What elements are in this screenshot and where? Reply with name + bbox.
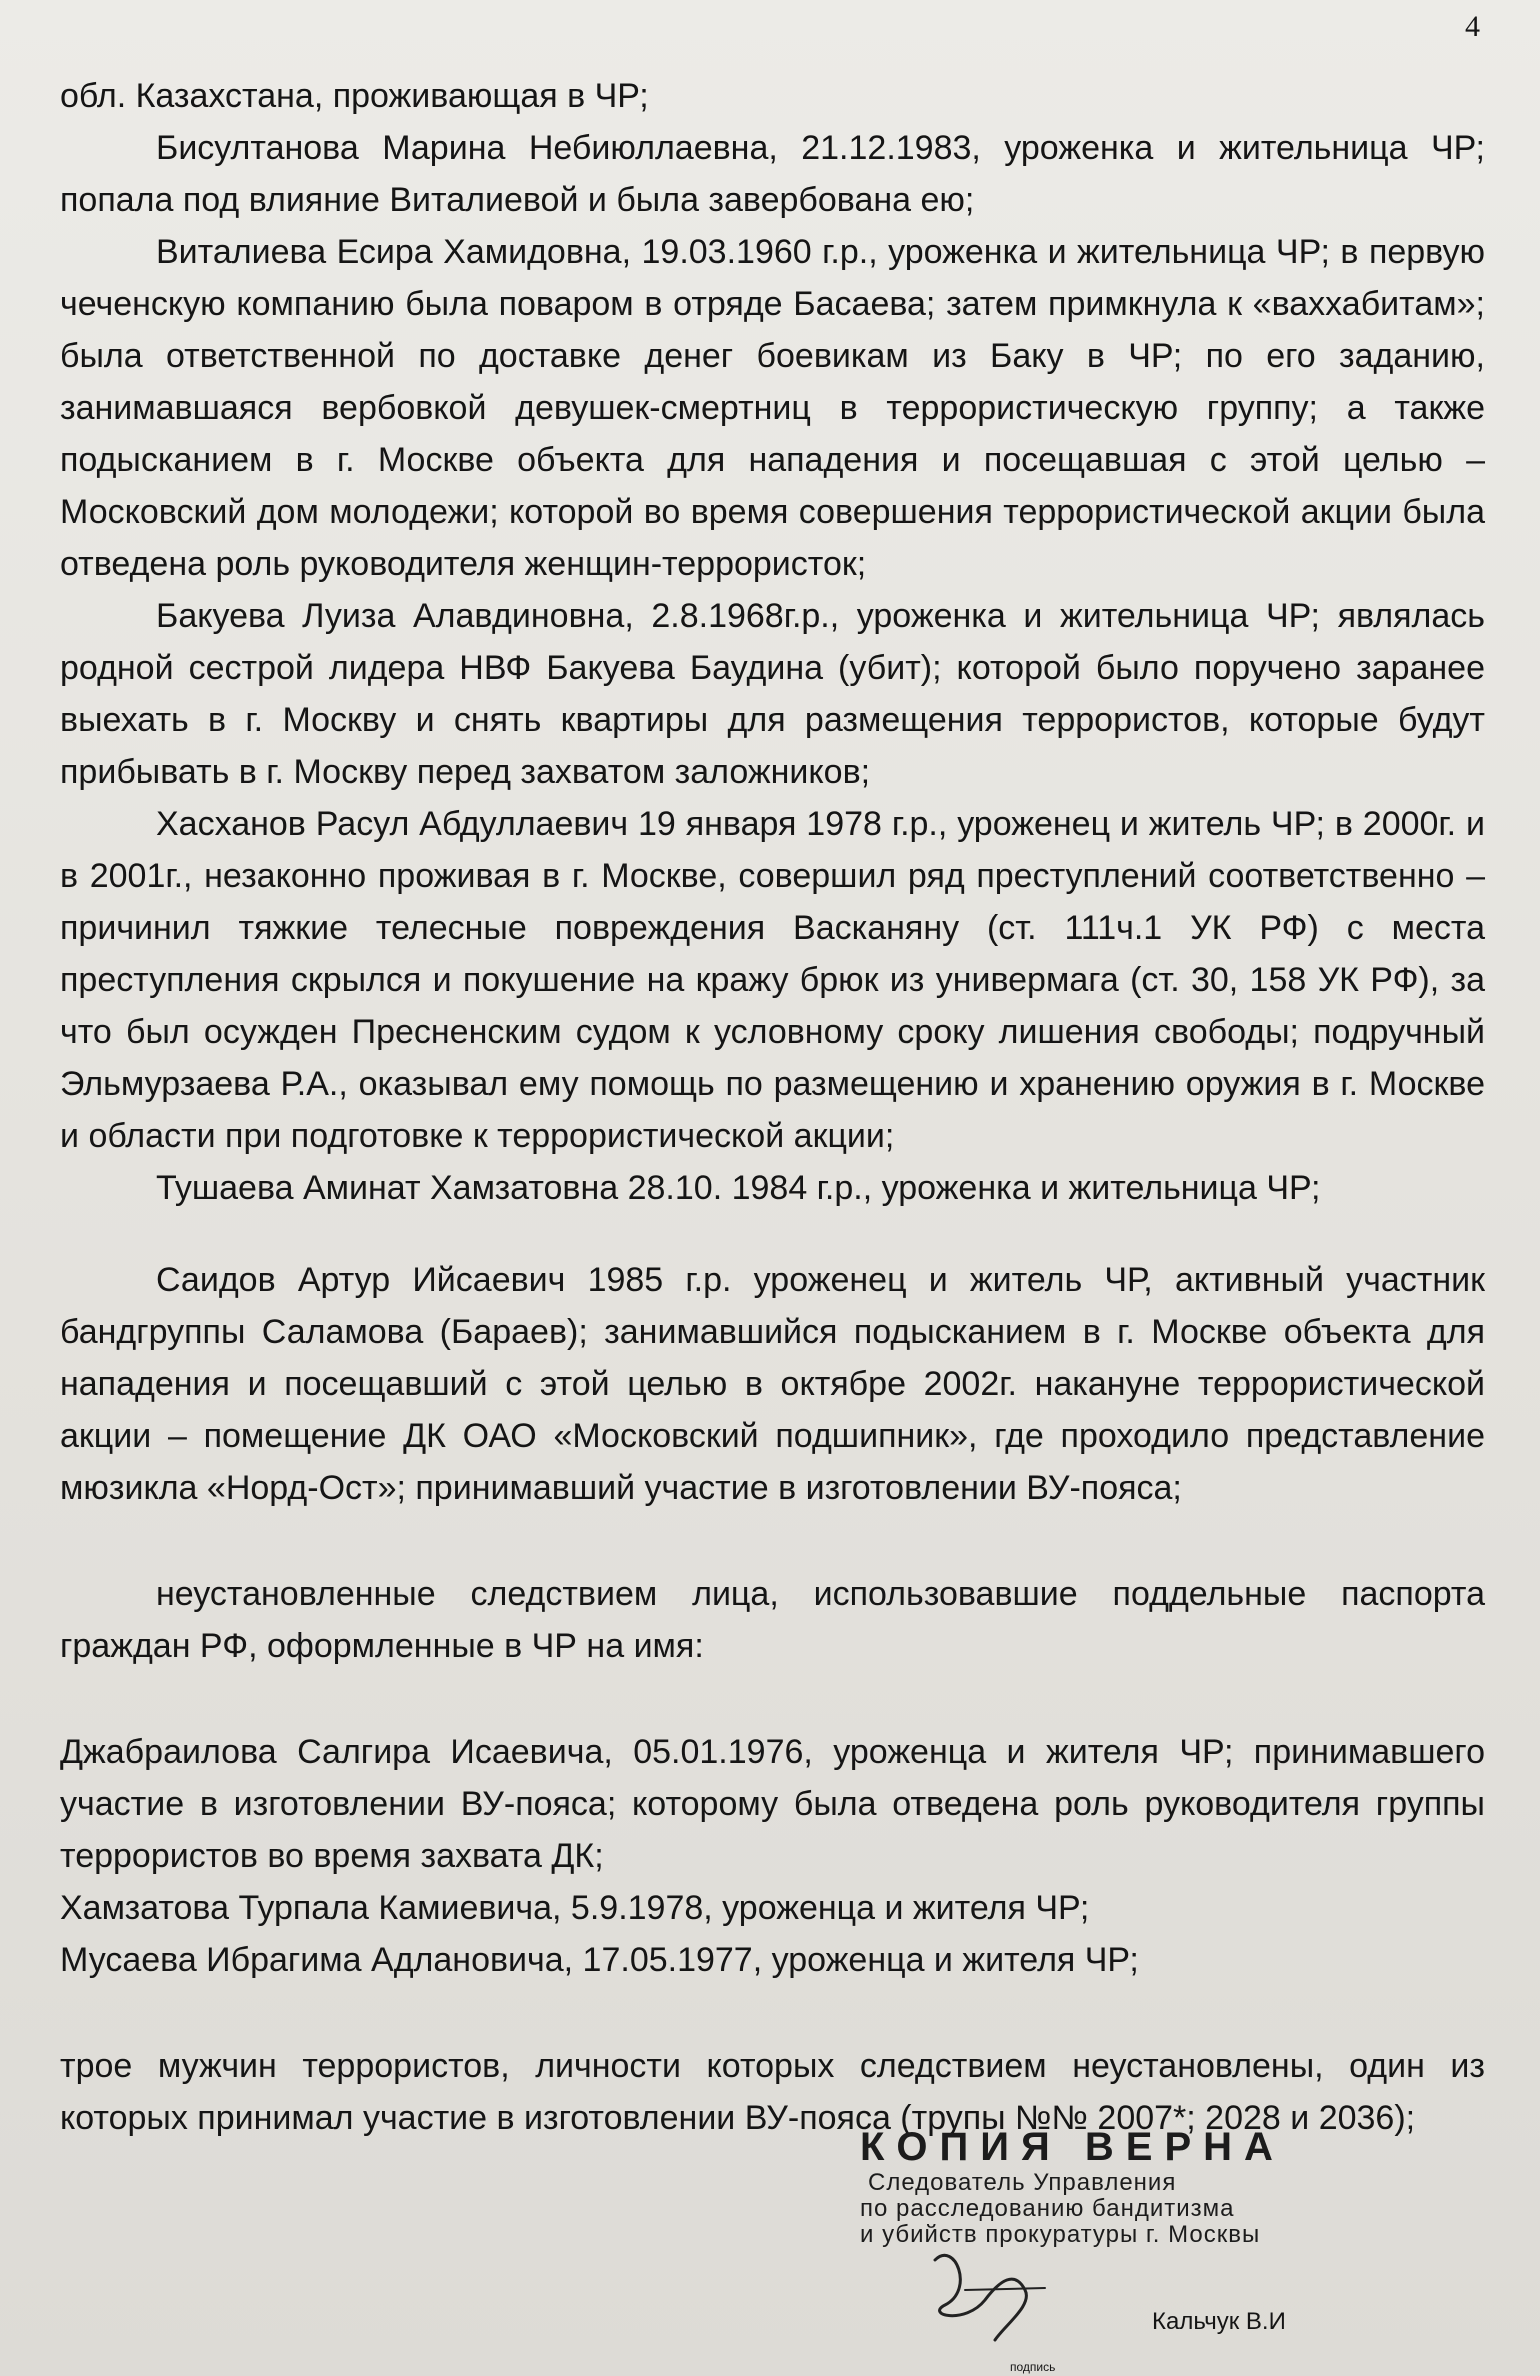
handwritten-signature: [905, 2230, 1065, 2360]
stamp-title: КОПИЯ ВЕРНА: [860, 2125, 1285, 2169]
paragraph-gap: [60, 1986, 1485, 2040]
paragraph: обл. Казахстана, проживающая в ЧР;: [60, 77, 649, 115]
paragraph: Бакуева Луиза Алавдиновна, 2.8.1968г.р., уроженка и жительница ЧР; являлась родной сестрой лидера НВФ Бакуева Баудина (убит); которой было поручено заранее выехать в г. Москву и снять квартиры для размещения террористов, которые будут прибывать в г. Москву перед захватом заложников;: [60, 597, 1485, 791]
paragraph: Бисултанова Марина Небиюллаевна, 21.12.1983, уроженка и жительница ЧР; попала под влияние Виталиевой и была завербована ею;: [60, 129, 1485, 219]
signer-name: Кальчук В.И: [1152, 2308, 1286, 2335]
paragraph-gap: [60, 1672, 1485, 1726]
page-number: 4: [1465, 10, 1480, 43]
paragraph: неустановленные следствием лица, использовавшие поддельные паспорта граждан РФ, оформленные в ЧР на имя:: [60, 1575, 1485, 1665]
stamp-line: Следователь Управления: [868, 2169, 1177, 2196]
stamp-line: по расследованию бандитизма: [860, 2195, 1235, 2222]
paragraph-gap: [60, 1514, 1485, 1568]
paragraph: Джабраилова Салгира Исаевича, 05.01.1976, уроженца и жителя ЧР; принимавшего участие в изготовлении ВУ-пояса; которому была отведена роль руководителя группы террористов во время захвата ДК;: [60, 1733, 1485, 1875]
paragraph: Хамзатова Турпала Камиевича, 5.9.1978, уроженца и жителя ЧР;: [60, 1889, 1090, 1927]
paragraph-gap: [60, 1214, 1485, 1254]
document-body: [60, 70, 1485, 2144]
signature-caption: подпись: [1010, 2360, 1056, 2374]
paragraph: Саидов Артур Ийсаевич 1985 г.р. уроженец и житель ЧР, активный участник бандгруппы Саламова (Бараев); занимавшийся подысканием в г. Москве объекта для нападения и посещавший с этой целью в октябре 2002г. накануне террористической акции – помещение ДК ОАО «Московский подшипник», где проходило представление мюзикла «Норд-Ост»; принимавший участие в изготовлении ВУ-пояса;: [60, 1261, 1485, 1507]
paragraph: Виталиева Есира Хамидовна, 19.03.1960 г.р., уроженка и жительница ЧР; в первую чеченскую компанию была поваром в отряде Басаева; затем примкнула к «ваххабитам»; была ответственной по доставке денег боевикам из Баку в ЧР; по его заданию, занимавшаяся вербовкой девушек-смертниц в террористическую группу; а также подысканием в г. Москве объекта для нападения и посещавшая с этой целью – Московский дом молодежи; которой во время совершения террористической акции была отведена роль руководителя женщин-террористок;: [60, 233, 1485, 583]
paragraph: Мусаева Ибрагима Адлановича, 17.05.1977, уроженца и жителя ЧР;: [60, 1941, 1139, 1979]
paragraph: Хасханов Расул Абдуллаевич 19 января 1978 г.р., уроженец и житель ЧР; в 2000г. и в 2001г., незаконно проживая в г. Москве, совершил ряд преступлений соответственно – причинил тяжкие телесные повреждения Васканяну (ст. 111ч.1 УК РФ) с места преступления скрылся и покушение на кражу брюк из универмага (ст. 30, 158 УК РФ), за что был осужден Пресненским судом к условному сроку лишения свободы; подручный Эльмурзаева Р.А., оказывал ему помощь по размещению и хранению оружия в г. Москве и области при подготовке к террористической акции;: [60, 805, 1485, 1155]
paragraph: Тушаева Аминат Хамзатовна 28.10. 1984 г.р., уроженка и жительница ЧР;: [156, 1169, 1321, 1207]
paragraph: трое мужчин террористов, личности которых следствием неустановлены, один из которых принимал участие в изготовлении ВУ-пояса (трупы №№ 2007*; 2028 и 2036);: [60, 2047, 1485, 2137]
stamp-line: и убийств прокуратуры г. Москвы: [860, 2221, 1261, 2248]
